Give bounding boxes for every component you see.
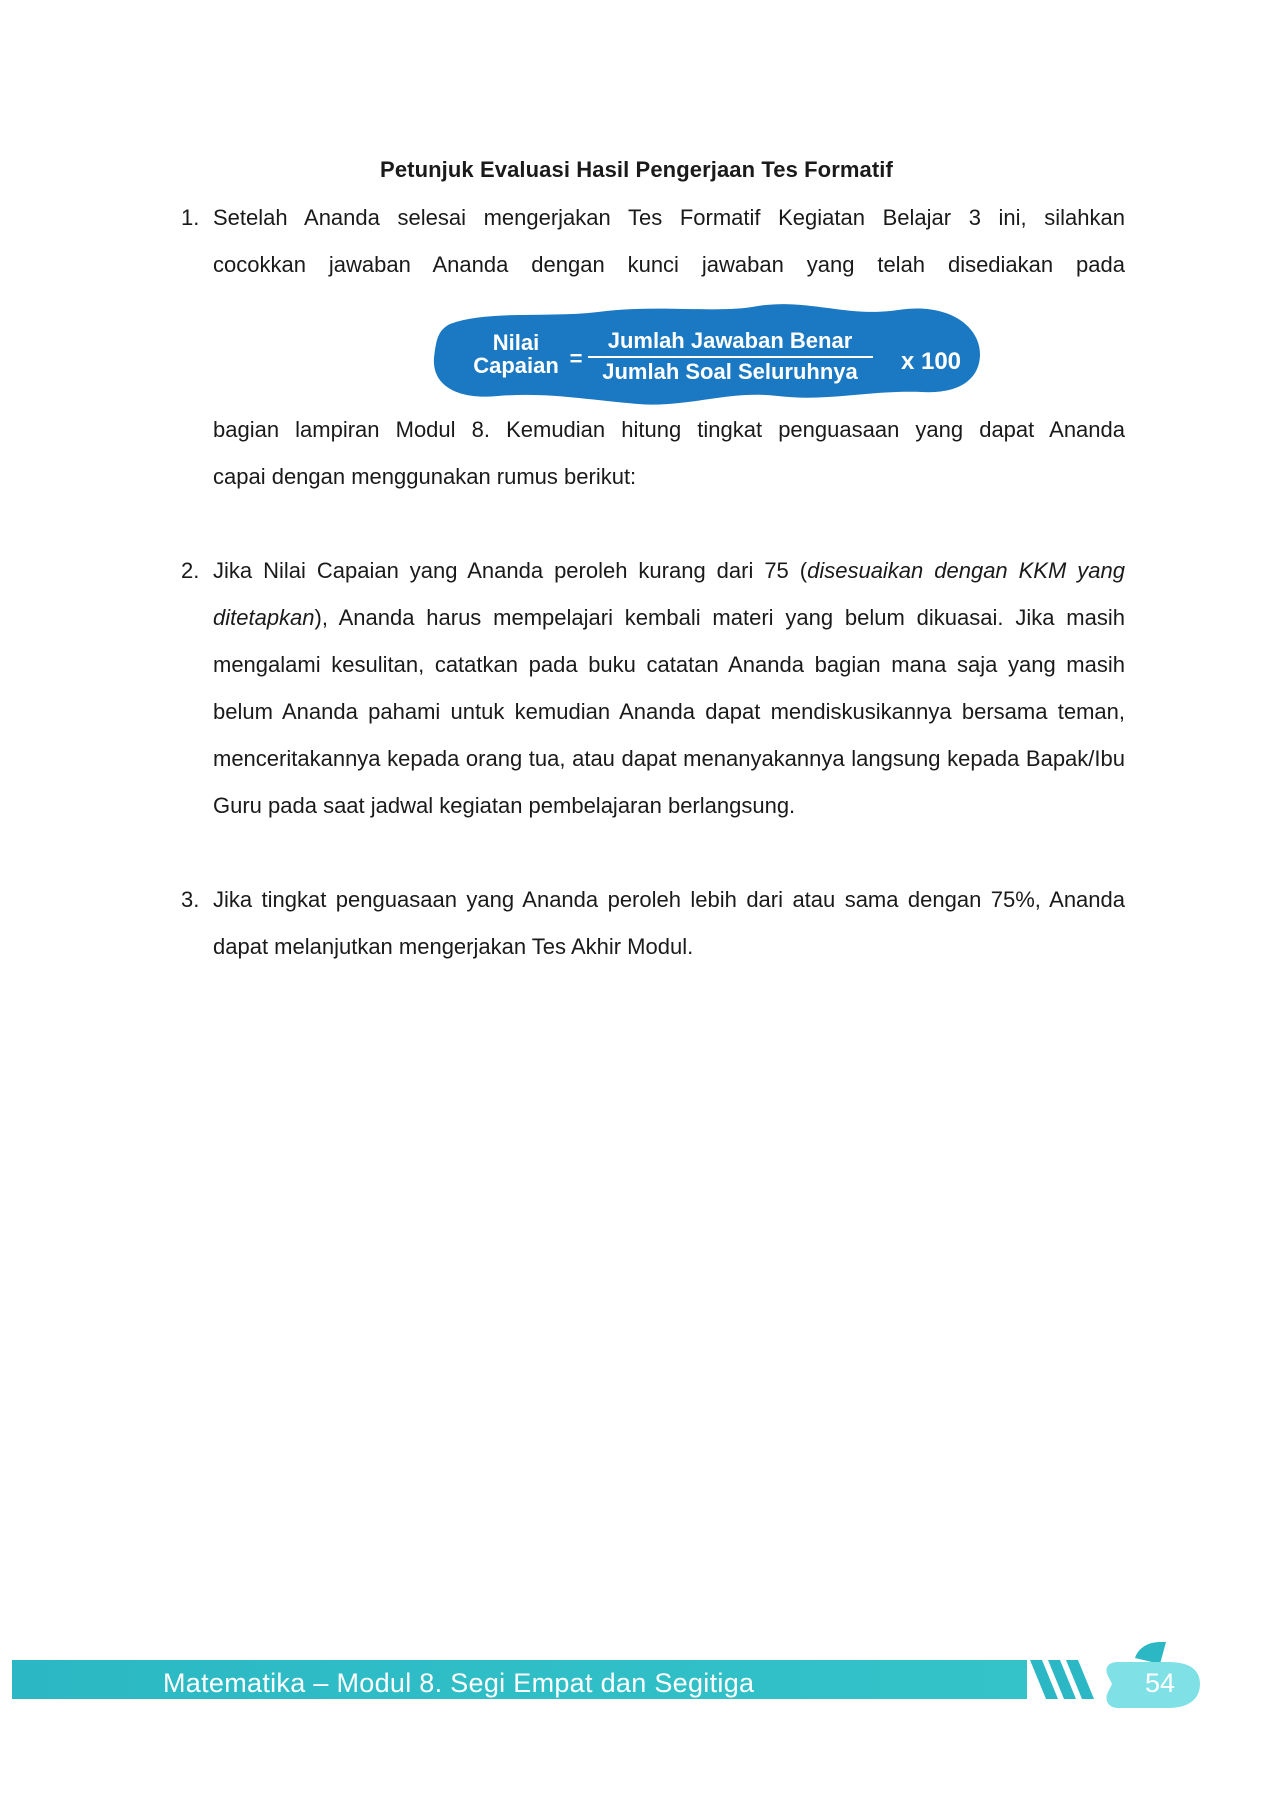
list-item-3 [181,876,1125,970]
formula-nilai-capaian [428,296,984,412]
formula-multiplier: x 100 [900,348,962,375]
formula-equals: = [569,346,583,371]
formula-lhs-line-1: Nilai [492,330,540,355]
item-1-line-2: cocokkan jawaban Ananda dengan kunci jawaban yang telah disediakan pada [213,252,1125,277]
formula-lhs-line-2: Capaian [473,353,559,378]
list-number: 2. [181,558,200,583]
page-number: 54 [1144,1668,1176,1698]
item-1-line-1: Setelah Ananda selesai mengerjakan Tes Formatif Kegiatan Belajar 3 ini, silahkan [213,205,1125,230]
list-item-1-continued [213,406,1125,500]
list-item-1 [181,194,1125,288]
section-title: Petunjuk Evaluasi Hasil Pengerjaan Tes Formatif [380,157,893,182]
item-2-text-end: ), Ananda harus mempelajari kembali materi yang belum dikuasai. Jika masih mengalami kesulitan, catatkan pada buku catatan Ananda bagian mana saja yang masih belum Ananda pahami untuk kemudian Ananda dapat mendiskusikannya bersama teman, menceritakannya kepada orang tua, atau dapat menanyakannya langsung kepada Bapak/Ibu Guru pada saat jadwal kegiatan pembelajaran berlangsung. [213,605,1125,818]
item-1-line-4: capai dengan menggunakan rumus berikut: [213,464,637,489]
item-3-text: Jika tingkat penguasaan yang Ananda peroleh lebih dari atau sama dengan 75%, Ananda dapat melanjutkan mengerjakan Tes Akhir Modul. [213,887,1125,959]
list-number: 1. [181,205,200,230]
item-1-line-3: bagian lampiran Modul 8. Kemudian hitung tingkat penguasaan yang dapat Ananda [213,417,1125,442]
item-2-italic: disesuaikan dengan KKM yang ditetapkan [213,558,1125,630]
formula-denominator: Jumlah Soal Seluruhnya [602,359,858,384]
item-2-text-start: Jika Nilai Capaian yang Ananda peroleh kurang dari 75 ( [213,558,808,583]
formula-numerator: Jumlah Jawaban Benar [607,328,853,353]
item-2-text [213,547,1125,829]
list-number: 3. [181,887,200,912]
page-badge-tab [1135,1642,1166,1664]
footer-title: Matematika – Modul 8. Segi Empat dan Segitiga [163,1668,755,1698]
list-item-2 [181,547,1125,829]
